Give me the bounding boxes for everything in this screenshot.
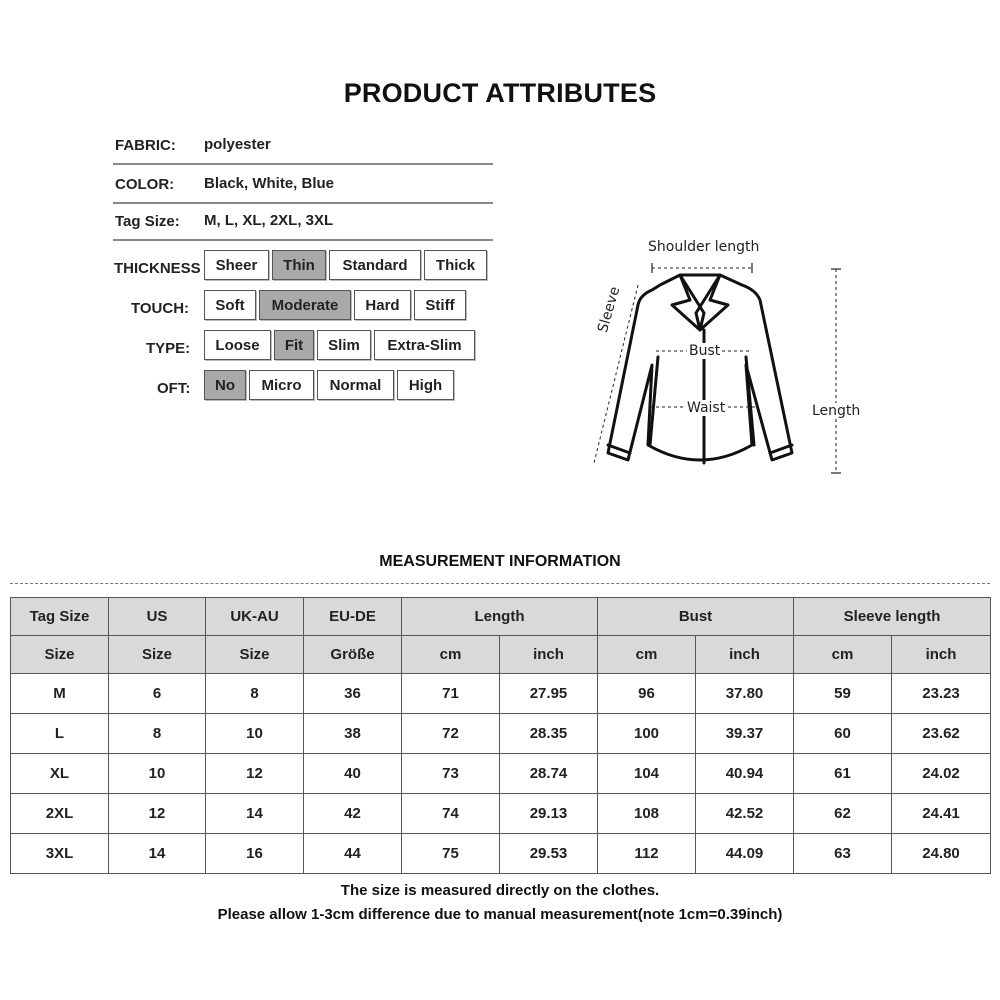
thickness-option-standard: Standard <box>329 250 421 280</box>
header-cell: cm <box>598 636 696 674</box>
table-cell: 27.95 <box>500 674 598 714</box>
touch-option-moderate: Moderate <box>259 290 351 320</box>
table-cell: 100 <box>598 714 696 754</box>
table-cell: 8 <box>206 674 304 714</box>
thickness-label: THICKNESS <box>114 260 201 277</box>
header-cell: inch <box>892 636 991 674</box>
table-cell: 36 <box>304 674 402 714</box>
table-cell: 6 <box>109 674 206 714</box>
type-option-slim: Slim <box>317 330 371 360</box>
oft-option-high: High <box>397 370 454 400</box>
oft-option-no: No <box>204 370 246 400</box>
table-cell: 44 <box>304 834 402 874</box>
table-cell: 12 <box>109 794 206 834</box>
table-cell: 40.94 <box>696 754 794 794</box>
type-label: TYPE: <box>146 340 191 357</box>
table-cell: 28.35 <box>500 714 598 754</box>
header-cell: cm <box>794 636 892 674</box>
shoulder-length-label: Shoulder length <box>648 239 760 255</box>
type-option-loose: Loose <box>204 330 271 360</box>
oft-option-normal: Normal <box>317 370 394 400</box>
measurement-title: MEASUREMENT INFORMATION <box>379 553 621 570</box>
header-cell: Length <box>402 598 598 636</box>
table-cell: 71 <box>402 674 500 714</box>
table-cell: 75 <box>402 834 500 874</box>
type-option-fit: Fit <box>274 330 314 360</box>
table-cell: 42 <box>304 794 402 834</box>
table-cell: 112 <box>598 834 696 874</box>
attr-value: Black, White, Blue <box>204 175 335 192</box>
note-measured: The size is measured directly on the clothes. <box>340 882 660 899</box>
page-title: PRODUCT ATTRIBUTES <box>343 78 657 108</box>
thickness-option-thin: Thin <box>272 250 326 280</box>
table-cell: 29.53 <box>500 834 598 874</box>
jacket-icon <box>580 235 870 485</box>
table-cell: 24.80 <box>892 834 991 874</box>
size-chart-table <box>10 597 991 874</box>
table-cell: 3XL <box>11 834 109 874</box>
table-cell: 23.23 <box>892 674 991 714</box>
note-tolerance: Please allow 1-3cm difference due to manual measurement(note 1cm=0.39inch) <box>217 906 783 923</box>
oft-label: OFT: <box>157 380 191 397</box>
table-row <box>11 794 991 834</box>
table-cell: 44.09 <box>696 834 794 874</box>
header-cell: inch <box>500 636 598 674</box>
touch-scale <box>204 290 466 320</box>
touch-option-soft: Soft <box>204 290 256 320</box>
thickness-option-sheer: Sheer <box>204 250 269 280</box>
table-cell: XL <box>11 754 109 794</box>
table-cell: 62 <box>794 794 892 834</box>
table-cell: 28.74 <box>500 754 598 794</box>
attr-label: COLOR: <box>115 176 175 193</box>
bust-label: Bust <box>689 343 721 359</box>
table-cell: 24.41 <box>892 794 991 834</box>
header-cell: US <box>109 598 206 636</box>
header-row-1 <box>11 598 991 636</box>
oft-option-micro: Micro <box>249 370 314 400</box>
table-cell: 72 <box>402 714 500 754</box>
waist-label: Waist <box>687 400 726 416</box>
table-cell: L <box>11 714 109 754</box>
touch-option-hard: Hard <box>354 290 411 320</box>
table-cell: 63 <box>794 834 892 874</box>
table-cell: 60 <box>794 714 892 754</box>
dashed-divider <box>10 583 990 584</box>
table-cell: 14 <box>206 794 304 834</box>
table-cell: 12 <box>206 754 304 794</box>
oft-scale <box>204 370 454 400</box>
header-cell: Tag Size <box>11 598 109 636</box>
attr-color <box>113 167 493 204</box>
table-row <box>11 714 991 754</box>
attr-label: Tag Size: <box>115 213 180 230</box>
table-cell: 14 <box>109 834 206 874</box>
header-cell: inch <box>696 636 794 674</box>
table-cell: 39.37 <box>696 714 794 754</box>
attr-value: M, L, XL, 2XL, 3XL <box>204 212 334 229</box>
table-cell: 2XL <box>11 794 109 834</box>
type-scale <box>204 330 475 360</box>
header-cell: Bust <box>598 598 794 636</box>
header-cell: EU-DE <box>304 598 402 636</box>
header-cell: Sleeve length <box>794 598 991 636</box>
table-cell: 8 <box>109 714 206 754</box>
table-cell: 74 <box>402 794 500 834</box>
attr-tag-size <box>113 204 493 241</box>
table-cell: 42.52 <box>696 794 794 834</box>
table-cell: 59 <box>794 674 892 714</box>
attr-label: FABRIC: <box>115 137 176 154</box>
touch-label: TOUCH: <box>131 300 190 317</box>
table-row <box>11 674 991 714</box>
attr-fabric <box>113 128 493 165</box>
table-cell: 108 <box>598 794 696 834</box>
table-cell: 40 <box>304 754 402 794</box>
attr-value: polyester <box>204 136 271 153</box>
header-row-2 <box>11 636 991 674</box>
header-cell: cm <box>402 636 500 674</box>
table-cell: 24.02 <box>892 754 991 794</box>
table-cell: 29.13 <box>500 794 598 834</box>
header-cell: Größe <box>304 636 402 674</box>
table-cell: 10 <box>109 754 206 794</box>
header-cell: Size <box>206 636 304 674</box>
thickness-scale <box>204 250 487 280</box>
table-row <box>11 834 991 874</box>
table-cell: 96 <box>598 674 696 714</box>
touch-option-stiff: Stiff <box>414 290 466 320</box>
header-cell: UK-AU <box>206 598 304 636</box>
sleeve-label: Sleeve <box>595 284 624 335</box>
table-cell: 61 <box>794 754 892 794</box>
length-label: Length <box>812 403 861 419</box>
table-cell: 104 <box>598 754 696 794</box>
header-cell: Size <box>11 636 109 674</box>
type-option-extra-slim: Extra-Slim <box>374 330 475 360</box>
jacket-measurement-diagram <box>580 235 870 485</box>
table-cell: M <box>11 674 109 714</box>
table-cell: 37.80 <box>696 674 794 714</box>
thickness-option-thick: Thick <box>424 250 487 280</box>
header-cell: Size <box>109 636 206 674</box>
table-row <box>11 754 991 794</box>
table-cell: 23.62 <box>892 714 991 754</box>
table-cell: 10 <box>206 714 304 754</box>
table-cell: 38 <box>304 714 402 754</box>
table-cell: 73 <box>402 754 500 794</box>
table-cell: 16 <box>206 834 304 874</box>
